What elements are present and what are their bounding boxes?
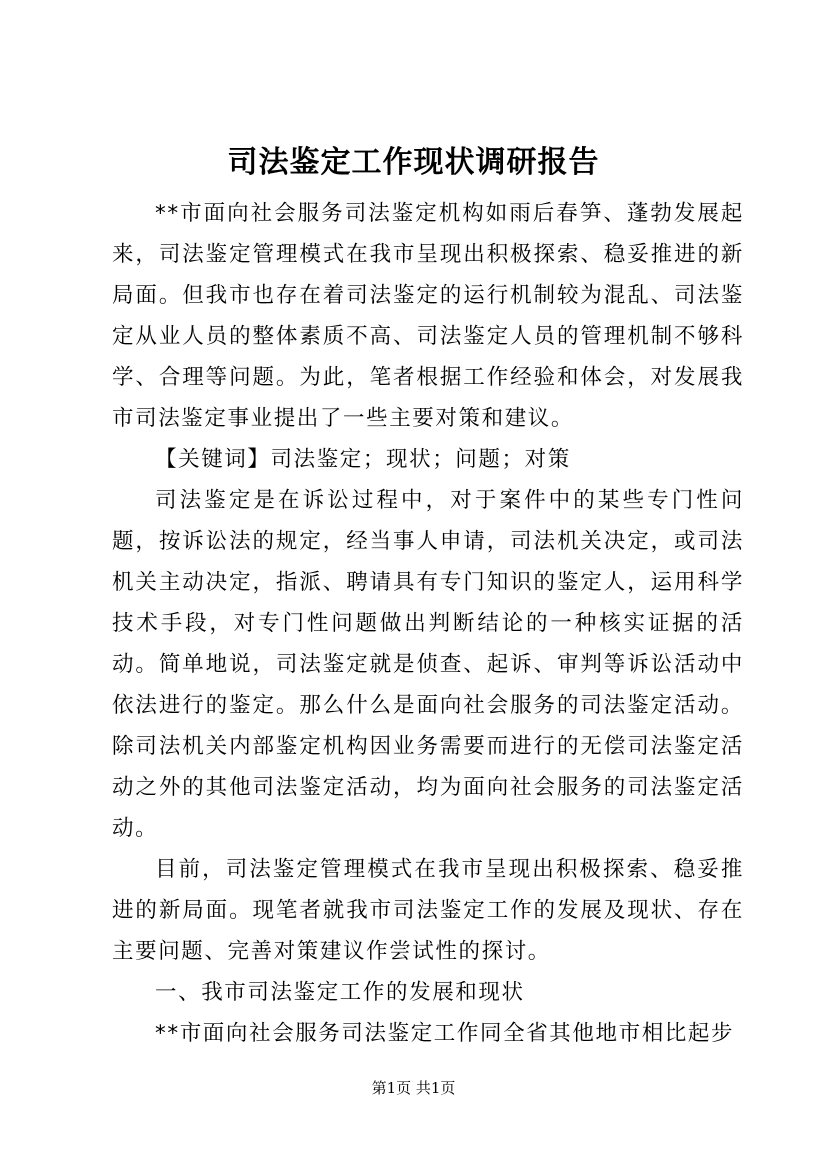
paragraph-keywords: 【关键词】司法鉴定；现状；问题；对策 [155, 447, 571, 472]
paragraph-intro: **市面向社会服务司法鉴定机构如雨后春笋、蓬勃发展起来，司法鉴定管理模式在我市呈现出积极探索、稳妥推进的新局面。但我市也存在着司法鉴定的运行机制较为混乱、司法鉴定从业人员的整体素质不高、司法鉴定人员的管理机制不够科学、合理等问题。为此，笔者根据工作经验和体会，对发展我市司法鉴定事业提出了一些主要对策和建议。 [112, 201, 744, 431]
paragraph-current-situation: 目前，司法鉴定管理模式在我市呈现出积极探索、稳妥推进的新局面。现笔者就我市司法鉴定工作的发展及现状、存在主要问题、完善对策建议作尝试性的探讨。 [112, 857, 744, 964]
section-heading-1: 一、我市司法鉴定工作的发展和现状 [155, 980, 525, 1005]
document-body [112, 193, 744, 1054]
paragraph-definition: 司法鉴定是在诉讼过程中，对于案件中的某些专门性问题，按诉讼法的规定，经当事人申请，司法机关决定，或司法机关主动决定，指派、聘请具有专门知识的鉴定人，运用科学技术手段，对专门性问题做出判断结论的一种核实证据的活动。简单地说，司法鉴定就是侦查、起诉、审判等诉讼活动中依法进行的鉴定。那么什么是面向社会服务的司法鉴定活动。除司法机关内部鉴定机构因业务需要而进行的无偿司法鉴定活动之外的其他司法鉴定活动，均为面向社会服务的司法鉴定活动。 [112, 488, 744, 841]
paragraph-section-1-start: **市面向社会服务司法鉴定工作同全省其他地市相比起步 [155, 1021, 735, 1046]
page-number-footer: 第1页 共1页 [371, 1079, 456, 1097]
document-title: 司法鉴定工作现状调研报告 [227, 145, 600, 180]
